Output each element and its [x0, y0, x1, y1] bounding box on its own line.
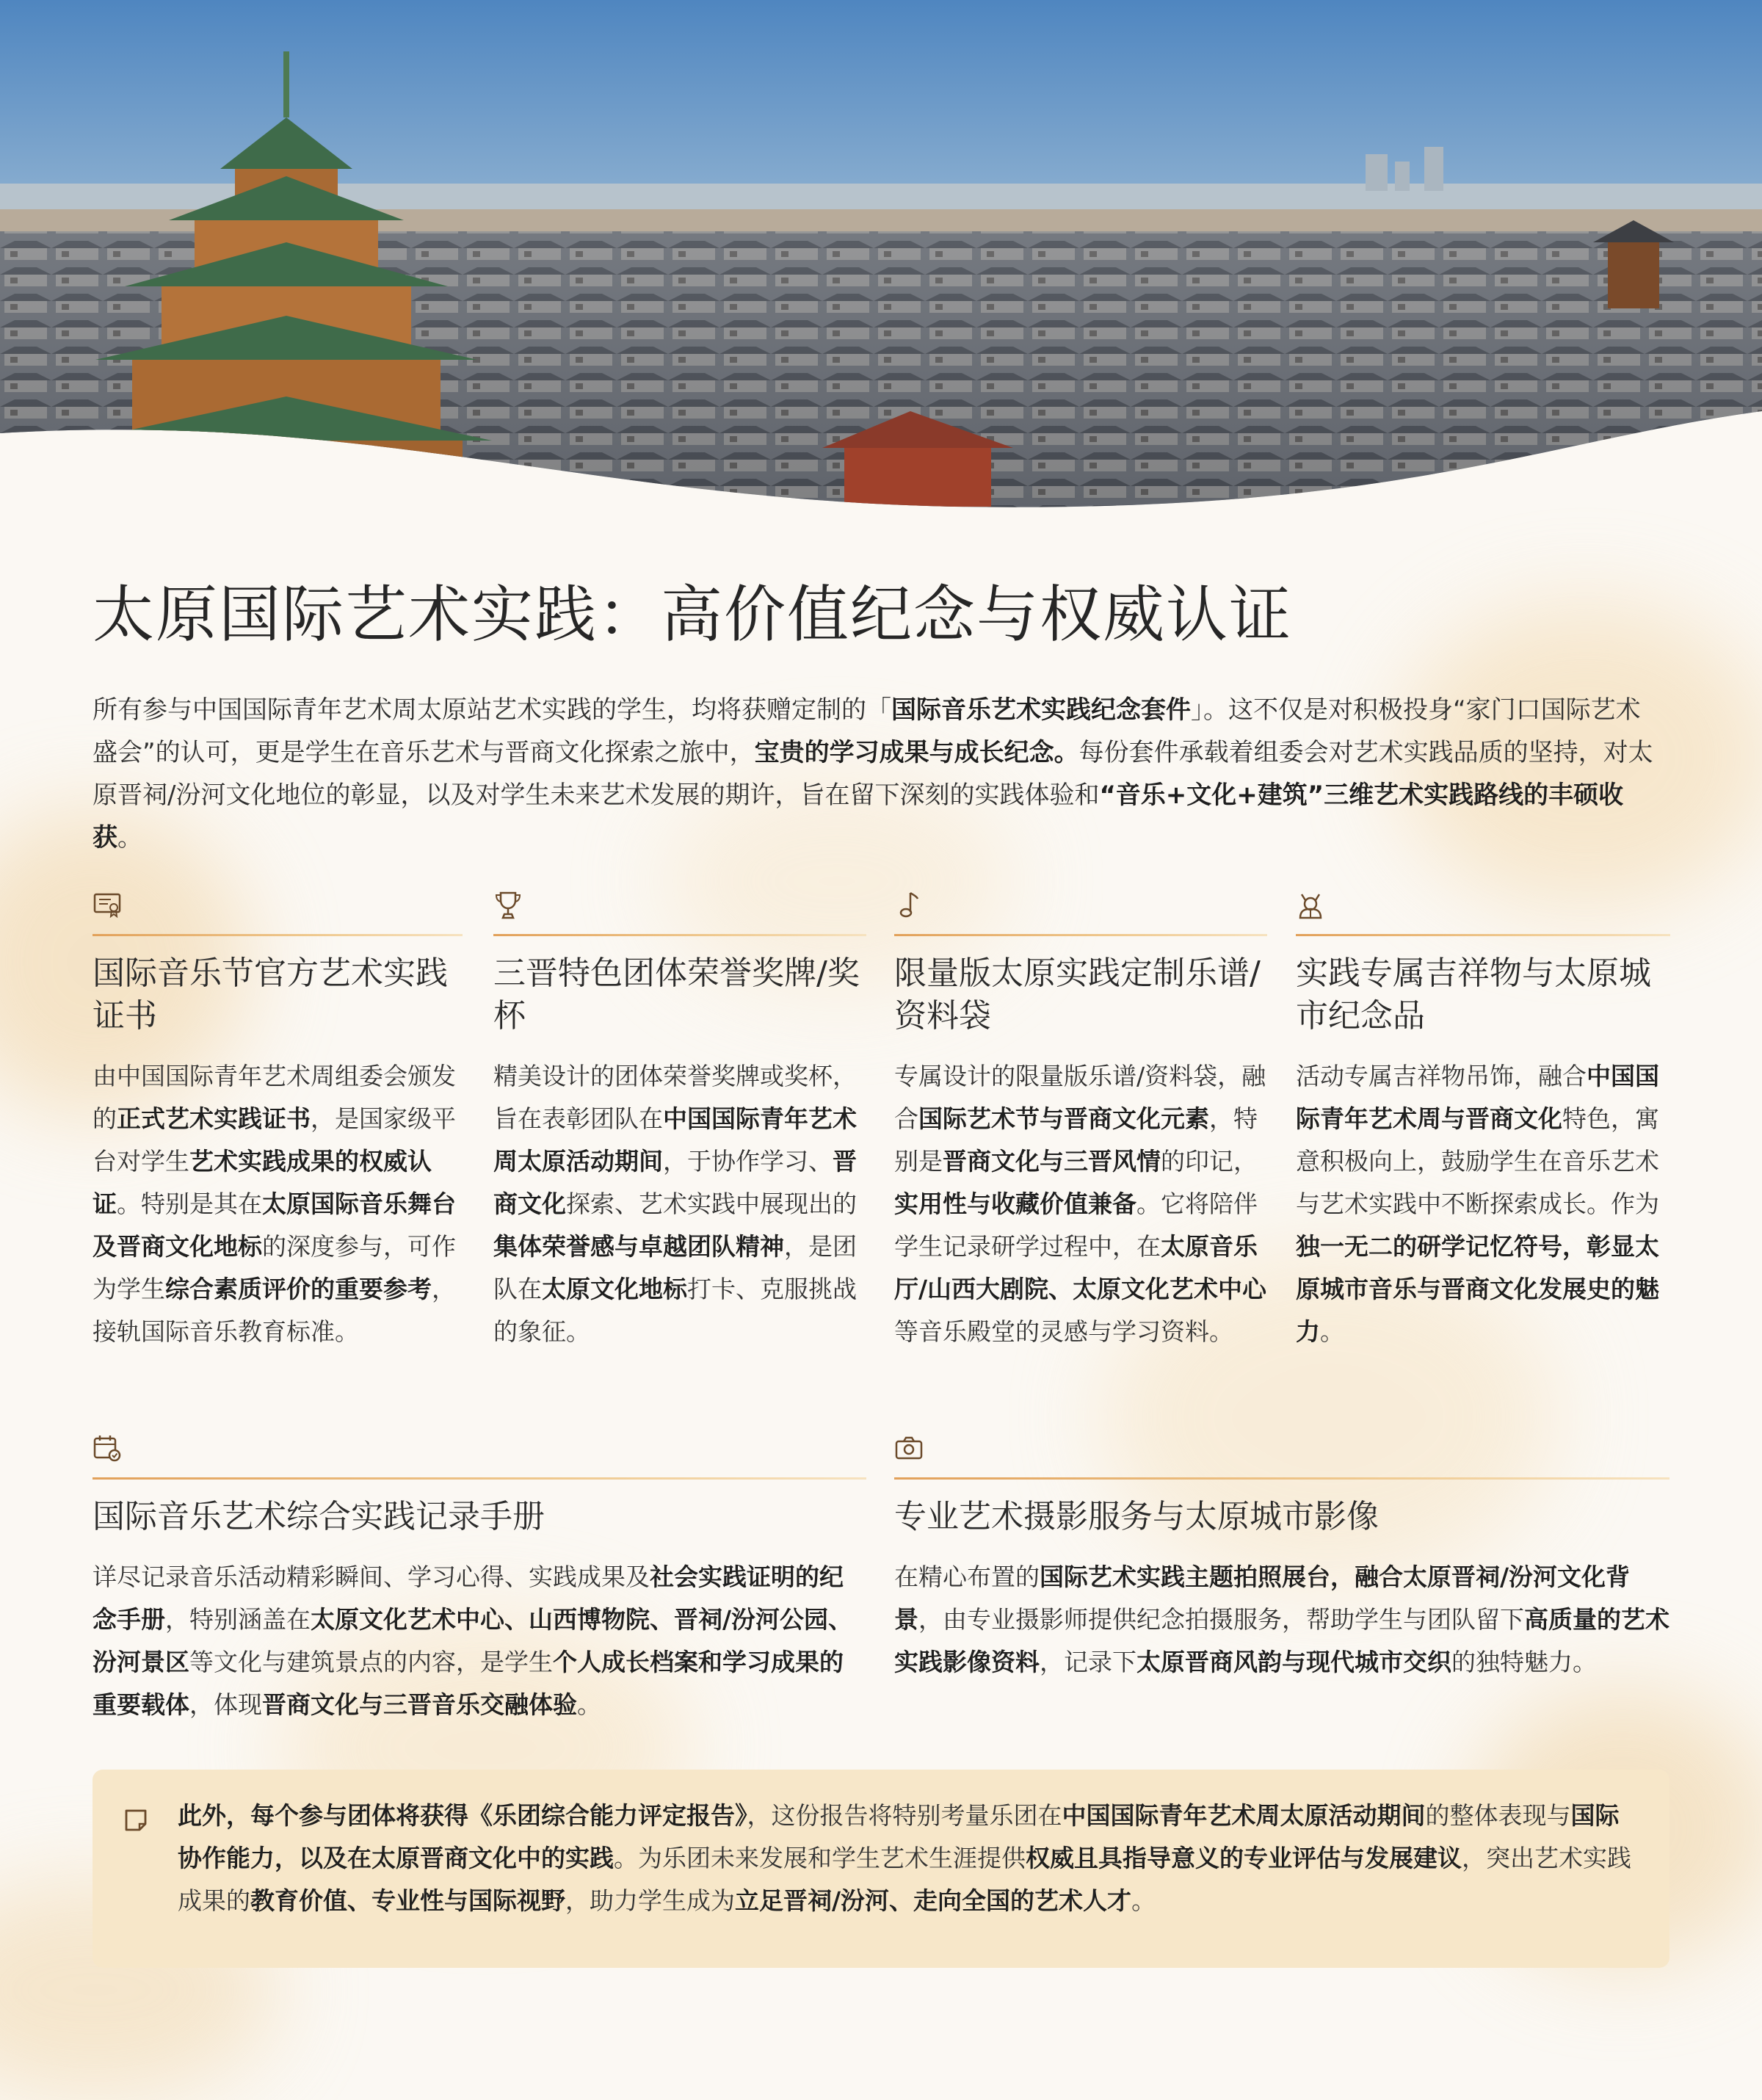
body-text: 等音乐殿堂的灵感与学习资料。 — [894, 1317, 1233, 1346]
emphasis-text: 教育价值、专业性与国际视野 — [250, 1886, 565, 1915]
body-text: 。特别是其在 — [117, 1190, 262, 1218]
body-text: 的整体表现与 — [1425, 1801, 1571, 1830]
card-divider — [894, 934, 1267, 936]
emphasis-text: 国际协作能力，以及在太原晋商文化中的实践 — [178, 1801, 1620, 1872]
body-text: 专属设计的限量版乐谱/资料袋，融合 — [894, 1062, 1266, 1133]
emphasis-text: 中国国际青年艺术周太原活动期间 — [493, 1104, 857, 1176]
note-icon — [122, 1806, 151, 1836]
card-body — [1296, 1055, 1670, 1353]
body-text: ，特别是 — [894, 1104, 1258, 1176]
body-text: ，突出艺术实践成果的 — [178, 1844, 1631, 1915]
card-body — [493, 1055, 866, 1353]
body-text: 在精心布置的 — [894, 1563, 1040, 1591]
emphasis-text: 国际音乐艺术实践纪念套件 — [891, 695, 1191, 725]
body-text: ，助力学生成为 — [565, 1886, 735, 1915]
body-text: 等文化与建筑景点的内容，是学生 — [189, 1648, 553, 1676]
body-text: 。 — [1131, 1886, 1156, 1915]
card-divider — [894, 1477, 1669, 1480]
emphasis-text: 正式艺术实践证书 — [117, 1104, 311, 1133]
card-title: 限量版太原实践定制乐谱/资料袋 — [894, 955, 1261, 1035]
body-text: 所有参与中国国际青年艺术周太原站艺术实践的学生，均将获赠定制的「 — [93, 695, 891, 725]
emphasis-text: 实用性与收藏价值兼备 — [894, 1190, 1136, 1218]
emphasis-text: 太原文化艺术中心、山西博物院、晋祠/汾河公园、汾河景区 — [93, 1605, 853, 1676]
card-title: 国际音乐节官方艺术实践证书 — [93, 955, 448, 1035]
body-text: 由中国国际青年艺术周组委会颁发的 — [93, 1062, 456, 1133]
body-text: 特色，寓意积极向上，鼓励学生在音乐艺术与艺术实践中不断探索成长。作为 — [1296, 1104, 1659, 1218]
body-text: ，是团队在 — [493, 1232, 857, 1303]
body-text: 」。这不仅是对积极投身“家门口国际艺术盛会”的认可，更是学生在音乐艺术与晋商文化探索之旅中， — [93, 695, 1641, 767]
mascot-icon — [1296, 888, 1325, 922]
body-text: 每份套件承载着组委会对艺术实践品质的坚持，对太原晋祠/汾河文化地位的彰显，以及对学生未来艺术发展的期许，旨在留下深刻的实践体验和 — [93, 738, 1653, 810]
card-mascot — [1296, 888, 1670, 1353]
emphasis-text: 此外，每个参与团体将获得《乐团综合能力评定报告》 — [178, 1801, 747, 1830]
emphasis-text: 国际艺术实践主题拍照展台，融合太原晋祠/汾河文化背景 — [894, 1563, 1631, 1634]
note-text — [178, 1795, 1639, 1922]
body-text: 精美设计的团体荣誉奖牌或奖杯，旨在表彰团队在 — [493, 1062, 857, 1133]
body-text: 。它将陪伴学生记录研学过程中，在 — [894, 1190, 1258, 1261]
body-text: 。 — [577, 1690, 601, 1719]
page-title: 太原国际艺术实践：高价值纪念与权威认证 — [93, 579, 1293, 651]
card-divider — [1296, 934, 1670, 936]
body-text: 。为乐团未来发展和学生艺术生涯提供 — [614, 1844, 1026, 1872]
card-divider — [493, 934, 866, 936]
card-body — [894, 1556, 1669, 1684]
card-trophy — [493, 888, 866, 1353]
emphasis-text: 太原国际音乐舞台及晋商文化地标 — [93, 1190, 456, 1261]
body-text: ，由专业摄影师提供纪念拍摄服务，帮助学生与团队留下 — [918, 1605, 1524, 1634]
card-score — [894, 888, 1267, 1353]
body-text: 的印记， — [1161, 1147, 1258, 1176]
trophy-icon — [493, 888, 523, 922]
card-body — [93, 1055, 463, 1353]
card-photography — [894, 1432, 1669, 1684]
emphasis-text: “音乐+文化+建筑”三维艺术实践路线的丰硕收获 — [93, 781, 1624, 852]
body-text: ，于协作学习、 — [663, 1147, 833, 1176]
card-body — [894, 1055, 1267, 1353]
body-text: 活动专属吉祥物吊饰，融合 — [1296, 1062, 1587, 1090]
emphasis-text: 晋商文化与三晋风情 — [943, 1147, 1161, 1176]
camera-icon — [894, 1432, 924, 1466]
emphasis-text: 集体荣誉感与卓越团队精神 — [493, 1232, 784, 1261]
evaluation-report-note — [93, 1770, 1669, 1968]
card-title: 专业艺术摄影服务与太原城市影像 — [894, 1498, 1379, 1535]
card-certificate — [93, 888, 463, 1353]
emphasis-text: 权威且具指导意义的专业评估与发展建议 — [1026, 1844, 1462, 1872]
emphasis-text: 中国国际青年艺术周太原活动期间 — [1062, 1801, 1426, 1830]
emphasis-text: 立足晋祠/汾河、走向全国的艺术人才 — [735, 1886, 1132, 1915]
emphasis-text: 个人成长档案和学习成果的重要载体 — [93, 1648, 844, 1719]
emphasis-text: 太原晋商风韵与现代城市交织 — [1136, 1648, 1451, 1676]
emphasis-text: 高质量的艺术实践影像资料 — [894, 1605, 1669, 1676]
emphasis-text: 晋商文化 — [493, 1147, 857, 1218]
emphasis-text: 太原文化地标 — [542, 1275, 687, 1303]
body-text: ，是国家级平台对学生 — [93, 1104, 456, 1176]
emphasis-text: 太原音乐厅/山西大剧院、太原文化艺术中心 — [894, 1232, 1267, 1303]
emphasis-text: 社会实践证明的纪念手册 — [93, 1563, 844, 1634]
body-text: 。 — [117, 823, 142, 852]
body-text: 。 — [1320, 1317, 1344, 1346]
emphasis-text: 独一无二的研学记忆符号，彰显太原城市音乐与晋商文化发展史的魅力 — [1296, 1232, 1659, 1346]
body-text: 探索、艺术实践中展现出的 — [566, 1190, 857, 1218]
emphasis-text: 艺术实践成果的权威认证 — [93, 1147, 432, 1218]
certificate-icon — [93, 888, 122, 922]
emphasis-text: 中国国际青年艺术周与晋商文化 — [1296, 1062, 1659, 1133]
body-text: ，接轨国际音乐教育标准。 — [93, 1275, 456, 1346]
body-text: ，特别涵盖在 — [165, 1605, 311, 1634]
emphasis-text: 综合素质评价的重要参考 — [165, 1275, 432, 1303]
card-title: 国际音乐艺术综合实践记录手册 — [93, 1498, 545, 1535]
body-text: ，记录下 — [1040, 1648, 1136, 1676]
emphasis-text: 宝贵的学习成果与成长纪念。 — [754, 738, 1079, 767]
intro-paragraph — [93, 689, 1664, 859]
card-divider — [93, 934, 463, 936]
card-title: 实践专属吉祥物与太原城市纪念品 — [1296, 955, 1651, 1035]
card-divider — [93, 1477, 866, 1480]
body-text: 的深度参与，可作为学生 — [93, 1232, 456, 1303]
hero-image — [0, 0, 1762, 514]
music-note-icon — [894, 888, 924, 922]
card-handbook — [93, 1432, 866, 1726]
hero-illustration — [0, 0, 1762, 514]
body-text: 的独特魅力。 — [1451, 1648, 1597, 1676]
body-text: 详尽记录音乐活动精彩瞬间、学习心得、实践成果及 — [93, 1563, 650, 1591]
calendar-check-icon — [93, 1432, 122, 1466]
card-title: 三晋特色团体荣誉奖牌/奖杯 — [493, 955, 860, 1035]
body-text: 打卡、克服挑战的象征。 — [493, 1275, 857, 1346]
body-text: ，这份报告将特别考量乐团在 — [747, 1801, 1062, 1830]
card-body — [93, 1556, 866, 1726]
emphasis-text: 晋商文化与三晋音乐交融体验 — [262, 1690, 577, 1719]
emphasis-text: 国际艺术节与晋商文化元素 — [918, 1104, 1209, 1133]
body-text: ，体现 — [189, 1690, 262, 1719]
